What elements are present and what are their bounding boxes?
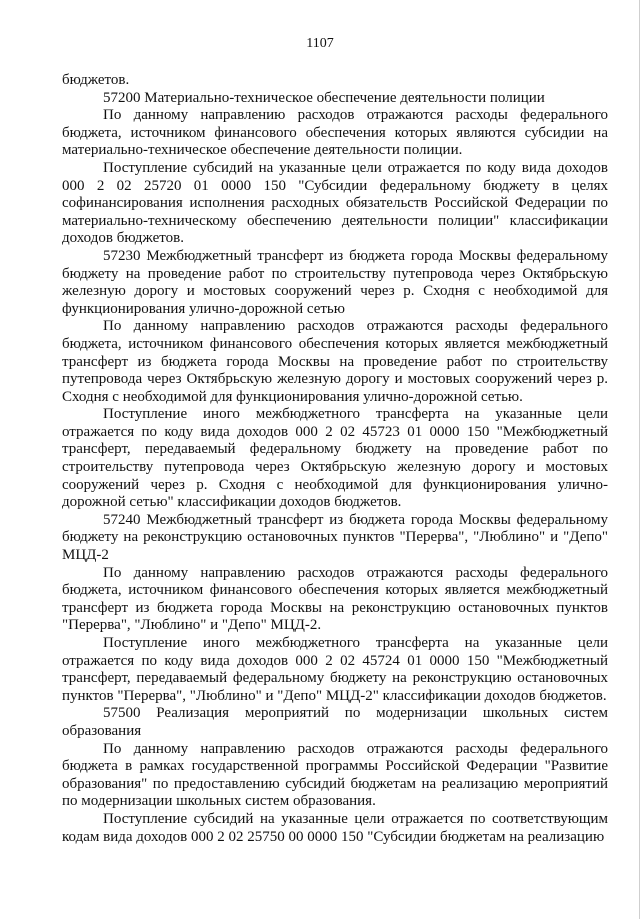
paragraph: По данному направлению расходов отражаются расходы федерального бюджета, источником финансового обеспечения которых является межбюджетный трансферт из бюджета города Москвы на реконструкцию остановочных пунктов "Перерва", "Люблино" и "Депо" МЦД-2.	[62, 564, 608, 634]
paragraph: Поступление иного межбюджетного трансферта на указанные цели отражается по коду вида доходов 000 2 02 45724 01 0000 150 "Межбюджетный трансферт, передаваемый федеральному бюджету на реконструкцию остановочных пунктов "Перерва", "Люблино" и "Депо" МЦД-2" классификации доходов бюджетов.	[62, 635, 608, 704]
document-body	[62, 72, 608, 846]
page-number: 1107	[306, 36, 334, 51]
paragraph: Поступление субсидий на указанные цели отражается по соответствующим кодам вида доходов 000 2 02 25750 00 0000 150 "Субсидии бюджетам на реализацию	[62, 810, 608, 845]
section-heading-57500: 57500 Реализация мероприятий по модернизации школьных систем образования	[62, 705, 608, 739]
paragraph: Поступление иного межбюджетного трансферта на указанные цели отражается по коду вида доходов 000 2 02 45723 01 0000 150 "Межбюджетный трансферт, передаваемый федеральному бюджету на проведение работ по строительству путепровода через Октябрьскую железную дорогу и мостовых сооружений через р. Сходня с необходимой для функционирования улично-дорожной сетью" классификации доходов бюджетов.	[62, 406, 608, 511]
section-heading-57200: 57200 Материально-техническое обеспечение деятельности полиции	[103, 89, 545, 106]
paragraph: По данному направлению расходов отражаются расходы федерального бюджета, источником финансового обеспечения которых является межбюджетный трансферт из бюджета города Москвы на проведение работ по строительству путепровода через Октябрьскую железную дорогу и мостовых сооружений через р. Сходня с необходимой для функционирования улично-дорожной сетью.	[62, 318, 608, 405]
paragraph: По данному направлению расходов отражаются расходы федерального бюджета в рамках государственной программы Российской Федерации "Развитие образования" по предоставлению субсидий бюджетам на реализацию мероприятий по модернизации школьных систем образования.	[62, 740, 608, 810]
paragraph: Поступление субсидий на указанные цели отражается по коду вида доходов 000 2 02 25720 01 0000 150 "Субсидии федеральному бюджету в целях софинансирования исполнения расходных обязательств Российской Федерации по материально-техническому обеспечению деятельности полиции" классификации доходов бюджетов.	[62, 159, 608, 247]
section-heading-57240: 57240 Межбюджетный трансферт из бюджета города Москвы федеральному бюджету на реконструкцию остановочных пунктов "Перерва", "Люблино" и "Депо" МЦД-2	[62, 511, 608, 564]
paragraph-continuation: бюджетов.	[62, 72, 130, 88]
paragraph: По данному направлению расходов отражаются расходы федерального бюджета, источником финансового обеспечения которых являются субсидии на материально-техническое обеспечение деятельности полиции.	[62, 107, 608, 159]
section-heading-57230: 57230 Межбюджетный трансферт из бюджета города Москвы федеральному бюджету на проведение работ по строительству путепровода через Октябрьскую железную дорогу и мостовых сооружений через р. Сходня с необходимой для функционирования улично-дорожной сетью	[62, 247, 608, 317]
